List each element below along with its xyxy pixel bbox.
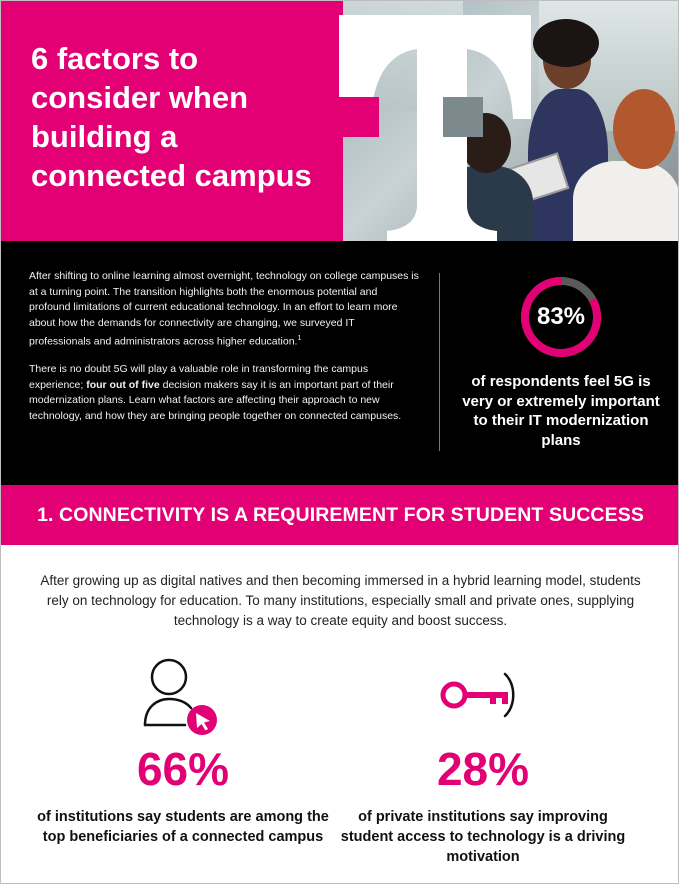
- stat-caption: of institutions say students are among the top beneficiaries of a connected campus: [37, 809, 329, 845]
- section-body: After growing up as digital natives and then becoming immersed in a hybrid learning model, students rely on technology for education. To many institutions, especially small and private ones, supplying technology is a way to create equity and boost success.: [40, 573, 641, 628]
- hero-banner: [1, 1, 343, 241]
- person-hair: [613, 89, 675, 169]
- key-icon-svg: [333, 653, 633, 735]
- divider: [439, 273, 440, 451]
- intro-section: [1, 241, 679, 485]
- page-title: 6 factors to consider when building a connected campus: [31, 41, 312, 193]
- intro-paragraph: [29, 269, 419, 350]
- intro-paragraph: [29, 362, 419, 424]
- stat-caption: of private institutions say improving student access to technology is a driving motivation: [340, 809, 626, 865]
- section-heading-band: [1, 485, 679, 545]
- stat-value: 83%: [536, 303, 586, 330]
- user-cursor-icon-svg: [33, 653, 333, 735]
- intro-paragraph-text: There is no doubt 5G will play a valuable role in transforming the campus experience;: [29, 363, 369, 391]
- logo-square-left: [339, 97, 379, 137]
- intro-text: [29, 269, 419, 436]
- stat-value: 66%: [136, 743, 230, 795]
- hero: [1, 1, 679, 241]
- person-body: [573, 161, 679, 241]
- stat-value: 28%: [436, 743, 530, 795]
- intro-paragraph-text: After shifting to online learning almost overnight, technology on college campuses is at a turning point. The transition highlights both the enormous potential and profound limitations of current educational technology. In an effort to learn more about how the demands for connectivity are changing, we surveyed IT professionals and administrators across higher education.: [29, 270, 419, 348]
- stat-caption: of respondents feel 5G is very or extremely important to their IT modernization plans: [462, 373, 660, 449]
- logo-square-right: [443, 97, 483, 137]
- percent-ring: [518, 274, 604, 360]
- stat-83: [461, 274, 661, 450]
- footnote-marker: 1: [297, 335, 302, 342]
- section-heading: 1. CONNECTIVITY IS A REQUIREMENT FOR STUDENT SUCCESS: [37, 504, 644, 526]
- user-cursor-icon: [33, 653, 333, 735]
- intro-paragraph-text: decision makers say it is an important part of their modernization plans. Learn what factors are affecting their approach to new technology, and how they are bringing people together on connected campuses.: [29, 378, 402, 422]
- person-hair: [533, 19, 599, 67]
- stat-column: [333, 653, 633, 867]
- t-logo: [339, 15, 531, 241]
- key-icon: [333, 653, 633, 735]
- stat-column: [33, 653, 333, 847]
- intro-emphasis: four out of five: [86, 378, 160, 391]
